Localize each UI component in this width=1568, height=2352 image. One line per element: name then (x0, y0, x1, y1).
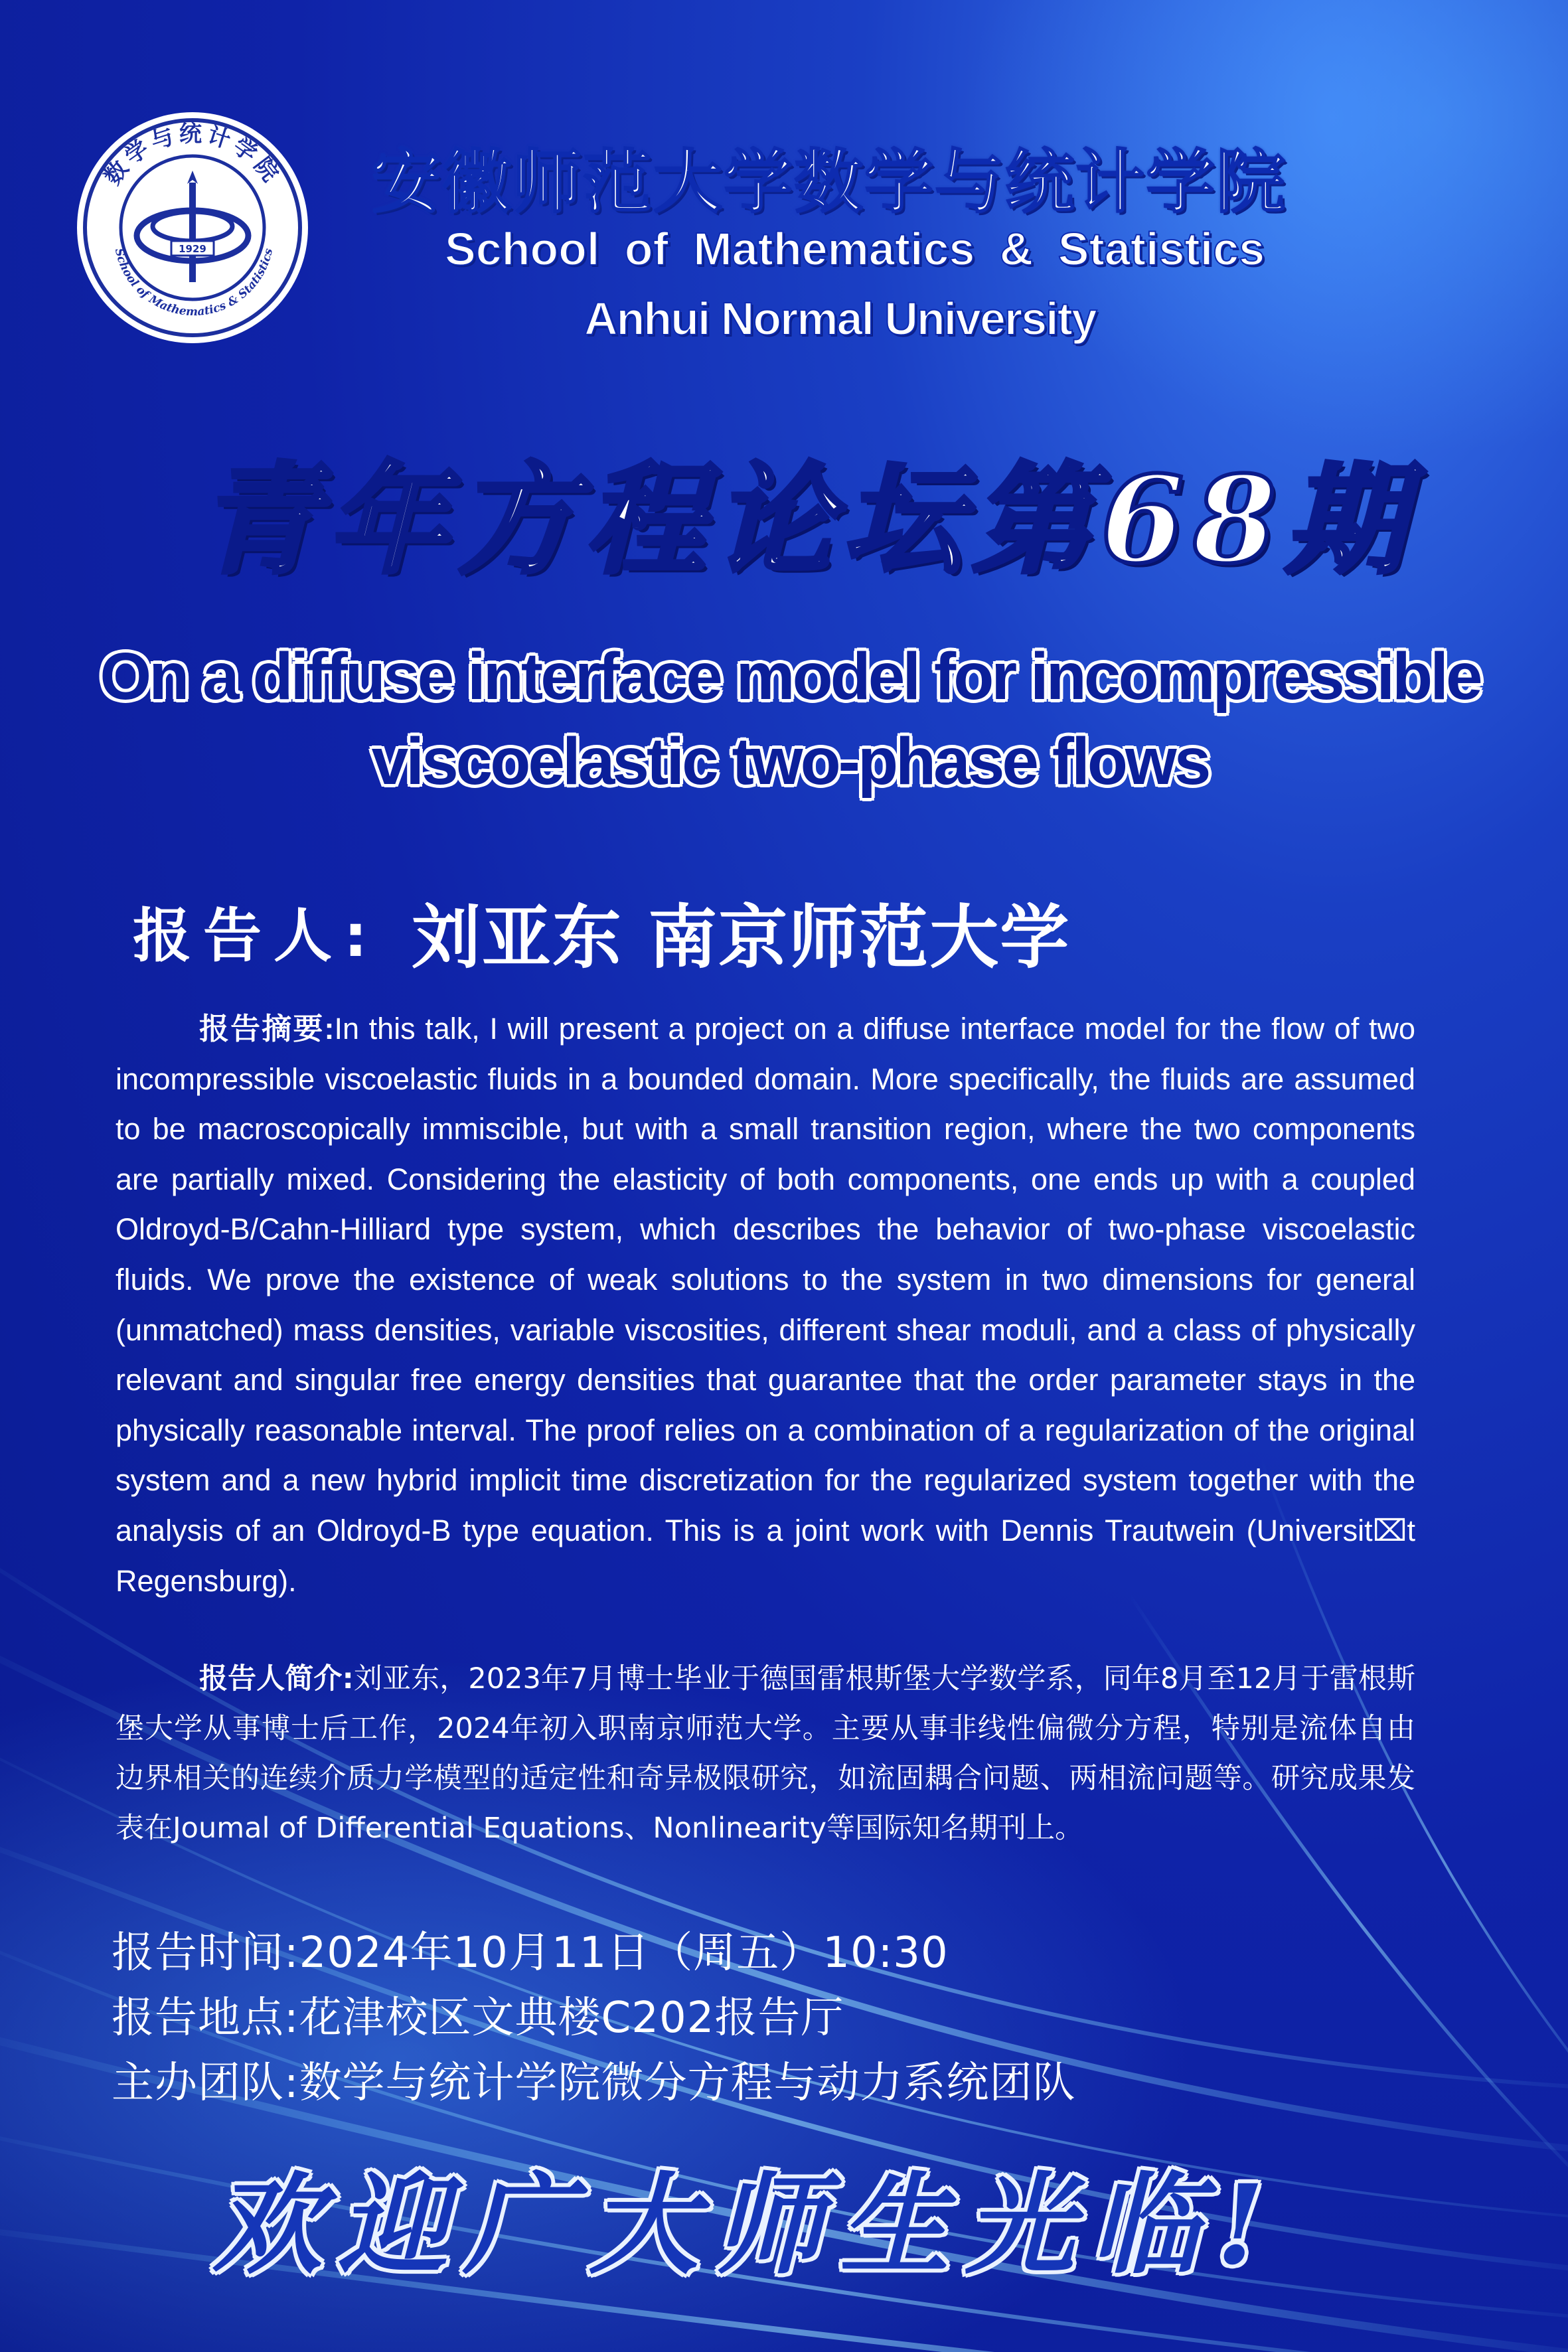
talk-time-value: 2024年10月11日（周五）10:30 (299, 1928, 949, 1978)
speaker-name: 刘亚东 南京师范大学 (412, 897, 1071, 978)
talk-place-value: 花津校区文典楼C202报告厅 (299, 1994, 844, 2043)
talk-place (112, 1984, 1506, 2045)
talk-host-label: 主办团队: (112, 2059, 299, 2108)
abstract-label: 报告摘要: (199, 1012, 335, 1046)
bio-text: 刘亚东，2023年7月博士毕业于德国雷根斯堡大学数学系，同年8月至12月于雷根斯堡大学从事博士后工作，2024年初入职南京师范大学。主要从事非线性偏微分方程，特别是流体自由边界相关的连续介质力学模型的适定性和奇异极限研究，如流固耦合问题、两相流问题等。研究成果发表在Joumal of Differential Equations、Nonlinearity等国际知名期刊上。 (116, 1662, 1415, 1845)
forum-title: 青年方程论坛第68期 (199, 450, 1415, 590)
talk-title-line-2: viscoelastic two-phase flows (371, 724, 1209, 799)
emblem-year: 1929 (179, 243, 206, 255)
abstract (116, 1004, 1415, 1606)
abstract-text: In this talk, I will present a project on a diffuse interface model for the flow of two incompressible viscoelastic fluids in a bounded domain. More specifically, the fluids are assumed to be macroscopically immiscible, but with a small transition region, where the two components are partially mixed. Considering the elasticity of both components, one ends up with a coupled Oldroyd-B/Cahn-Hilliard type system, which describes the behavior of two-phase viscoelastic fluids. We prove the existence of weak solutions to the system in two dimensions for general (unmatched) mass densities, variable viscosities, different shear moduli, and a class of physically relevant and singular free energy densities that guarantee that the order parameter stays in the physically reasonable interval. The proof relies on a combination of a regularization of the original system and a new hybrid implicit time discretization for the regularized system together with the analysis of an Oldroyd-B type equation. This is a joint work with Dennis Trautwein (Universit⌧t Regensburg). (116, 1012, 1415, 1598)
speaker-bio (116, 1654, 1415, 1853)
emblem-ring-text: 数学与统计学院 (99, 121, 286, 190)
school-name-cn: 安徽师范大学数学与统计学院 (372, 141, 1287, 222)
bio-label: 报告人简介: (199, 1662, 354, 1695)
talk-time-label: 报告时间: (112, 1928, 299, 1978)
talk-time (112, 1919, 1506, 1980)
welcome-banner: 欢迎广大师生光临! (212, 2160, 1281, 2289)
talk-place-label: 报告地点: (112, 1994, 299, 2043)
university-name-en: Anhui Normal University (584, 293, 1096, 345)
emblem-ring-text-en: School of Mathematics & Statistics (112, 247, 276, 319)
talk-host (112, 2049, 1506, 2110)
talk-title-line-1: On a diffuse interface model for incompressible (100, 639, 1480, 714)
school-name-en: School of Mathematics & Statistics (445, 223, 1265, 275)
talk-host-value: 数学与统计学院微分方程与动力系统团队 (299, 2059, 1076, 2108)
speaker-label: 报告人: (133, 902, 380, 970)
school-emblem-icon (74, 110, 311, 346)
talk-title (80, 634, 1500, 804)
